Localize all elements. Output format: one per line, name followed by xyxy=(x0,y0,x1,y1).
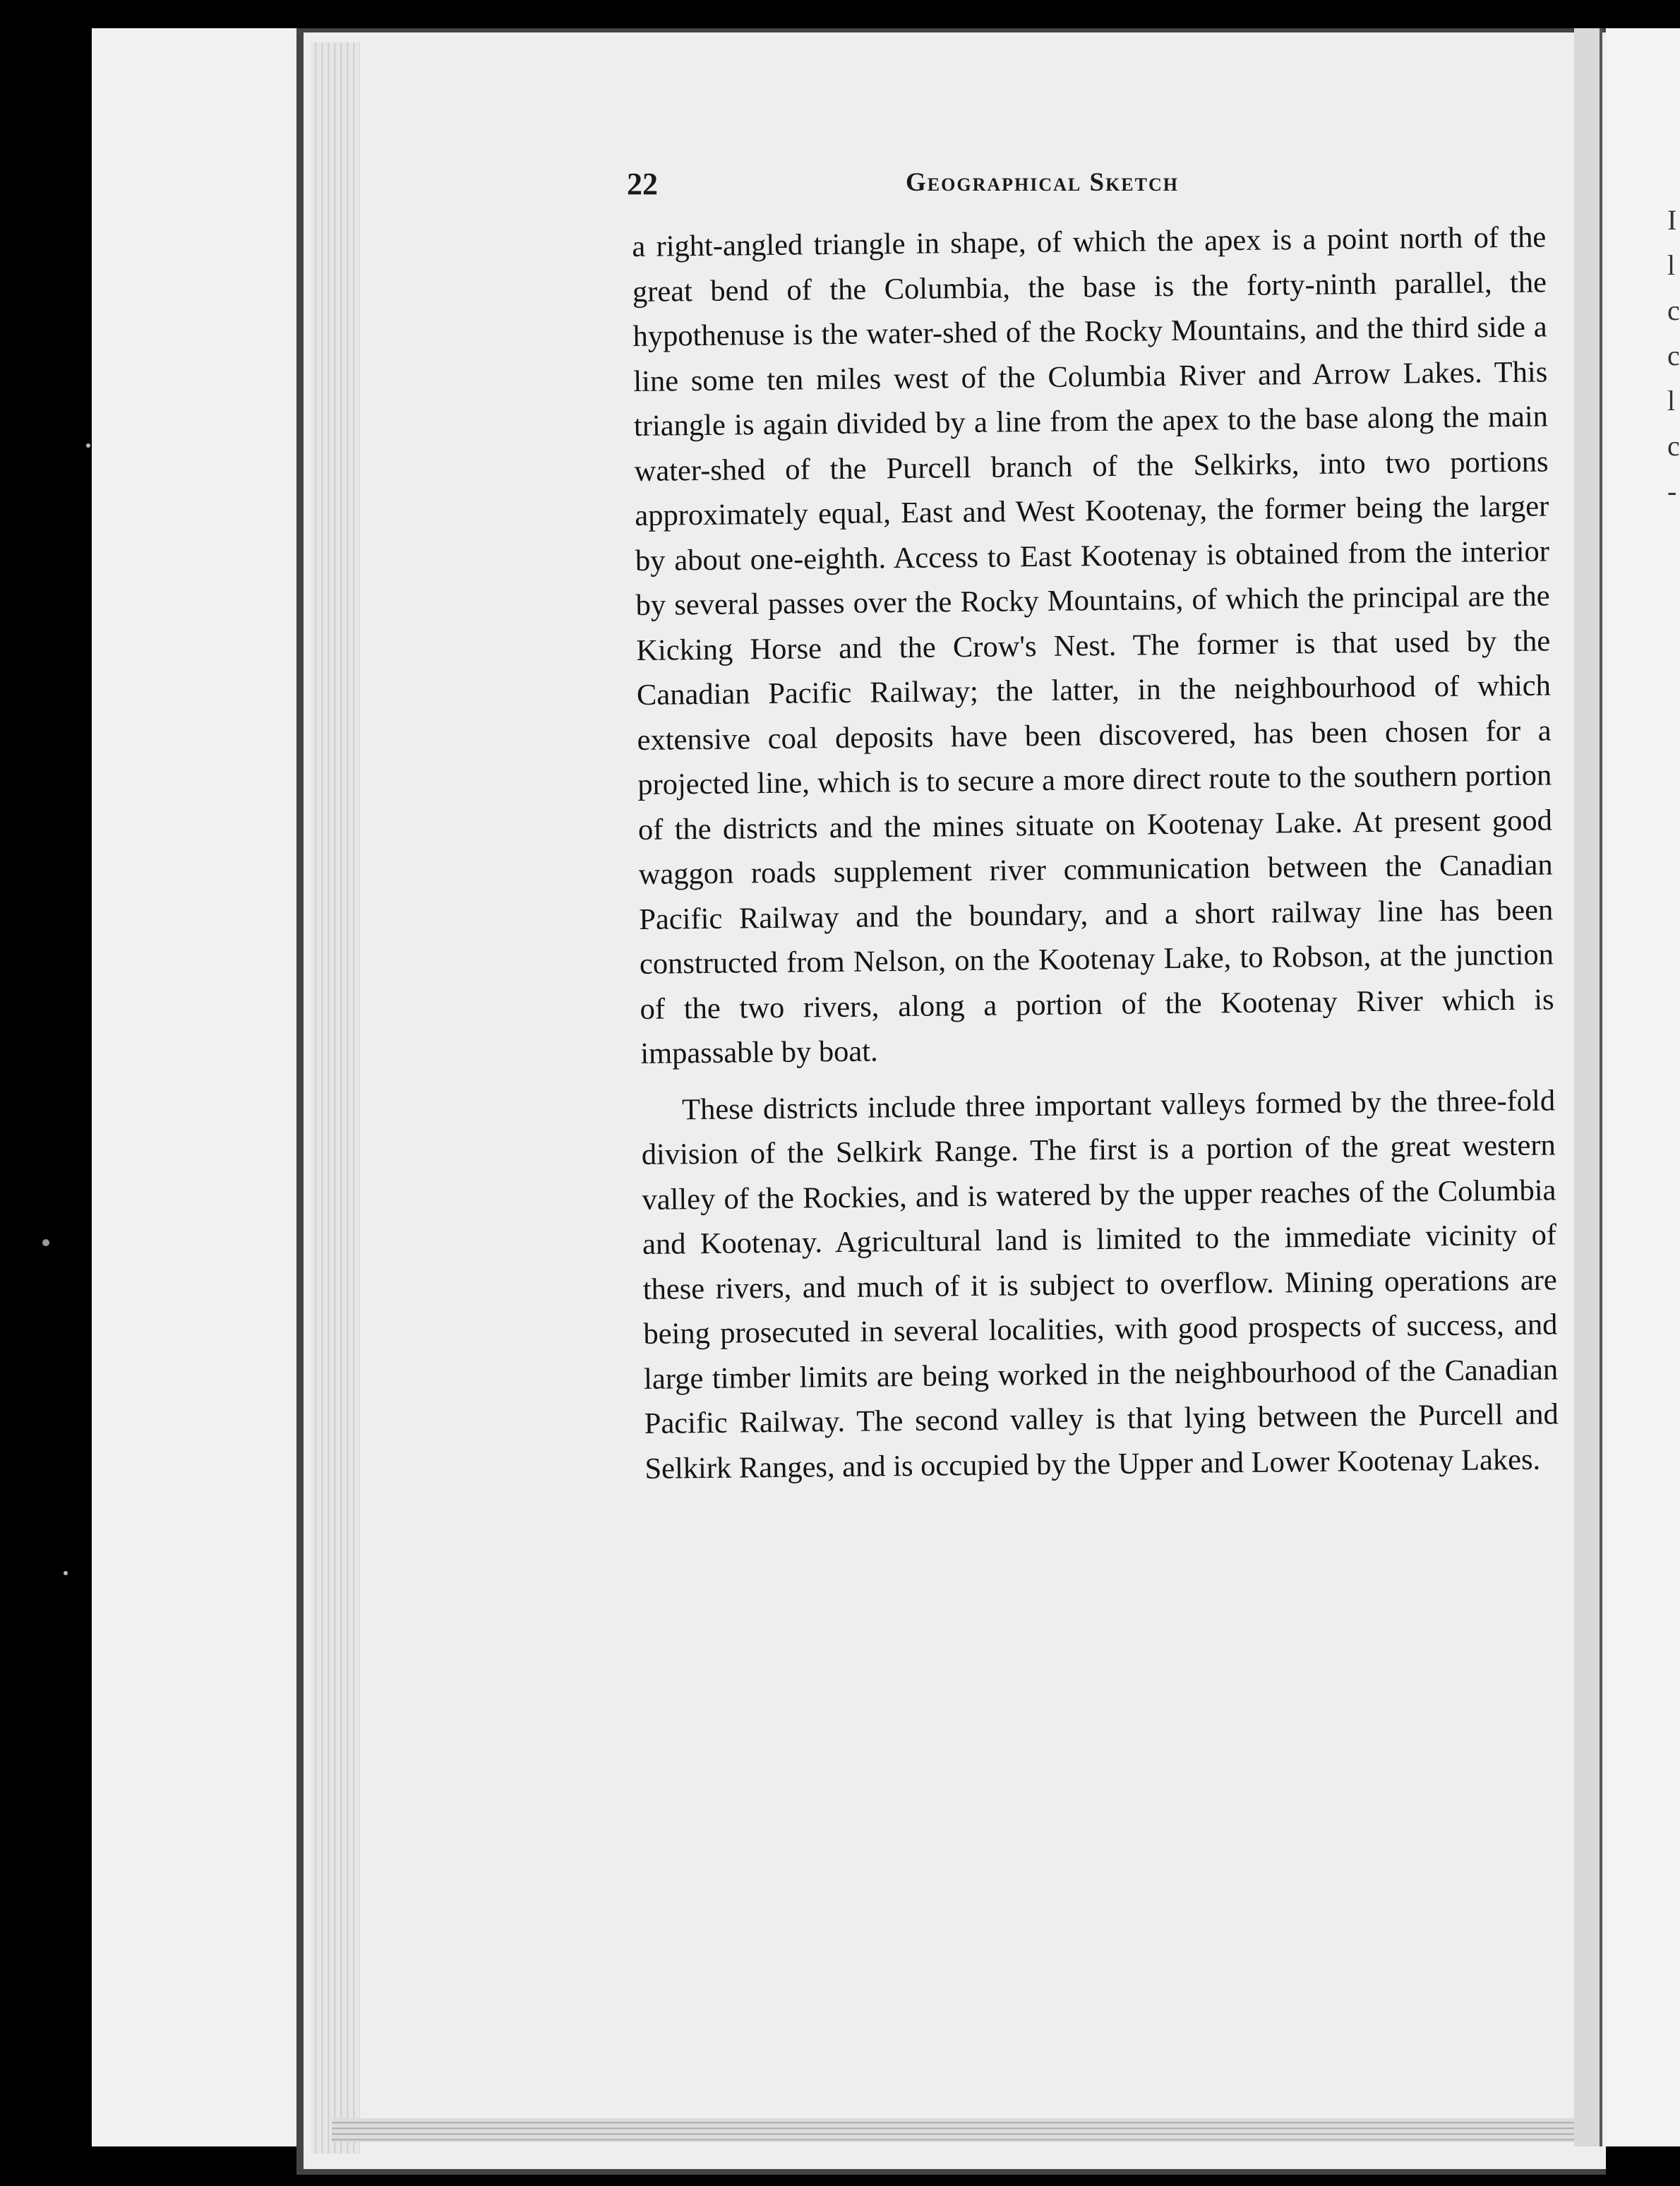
facing-page-letter: c xyxy=(1667,430,1680,462)
facing-page-letter: c xyxy=(1667,294,1680,326)
scan-speck xyxy=(42,1239,49,1246)
page-number: 22 xyxy=(627,167,658,201)
page-right-edge xyxy=(1574,28,1602,2146)
facing-page-letter: - xyxy=(1667,475,1677,507)
facing-page-letter: l xyxy=(1667,385,1676,417)
facing-page xyxy=(1606,28,1680,2146)
scan-speck xyxy=(64,1571,68,1575)
scan-speck xyxy=(86,443,90,448)
paragraph: a right-angled triangle in shape, of which the apex is a point north of the great bend of the Columbia, the base is the forty-ninth parallel, the hypothenuse is the water-shed of the Rocky Mountains, and the third side a line some ten miles west of the Columbia River and Arrow Lakes. This triangle is again divided by a line from the apex to the base along the main water-shed of the Purcell branch of the Selkirks, into two portions approximately equal, East and West Kootenay, the former being the larger by about one-eighth. Access to East Kootenay is obtained from the interior by several passes over the Rocky Mountains, of which the principal are the Kicking Horse and the Crow's Nest. The former is that used by the Canadian Pacific Railway; the latter, in the neighbourhood of which extensive coal deposits have been discovered, has been chosen for a projected line, which is to secure a more direct route to the southern portion of the districts and the mines situate on Kootenay Lake. At present good waggon roads supplement river communication between the Canadian Pacific Railway and the boundary, and a short railway line has been constructed from Nelson, on the Kootenay Lake, to Robson, at the junction of the two rivers, along a portion of the Kootenay River which is impassable by boat. xyxy=(632,220,1554,1070)
paragraph: These districts include three important valleys formed by the three-fold division of the Selkirk Range. The first is a portion of the great western valley of the Rockies, and is watered by the upper reaches of the Columbia and Kootenay. Agricultural land is limited to the immediate vicinity of these rivers, and much of it is subject to overflow. Mining operations are being prosecuted in several localities, with good prospects of success, and large timber limits are being worked in the neighbourhood of the Canadian Pacific Railway. The second valley is that lying between the Purcell and Selkirk Ranges, and is occupied by the Upper and Lower Kootenay Lakes. xyxy=(641,1083,1559,1486)
facing-page-letter: l xyxy=(1667,249,1676,281)
facing-page-letter: c xyxy=(1667,340,1680,371)
running-head: Geographical Sketch xyxy=(906,168,1179,197)
scan-margin-left xyxy=(92,28,296,2146)
page-header xyxy=(627,166,1403,208)
facing-page-letter: I xyxy=(1667,204,1677,236)
body-text xyxy=(632,215,1559,1491)
page-edges xyxy=(311,42,360,2154)
page-bottom-edge xyxy=(332,2118,1602,2142)
